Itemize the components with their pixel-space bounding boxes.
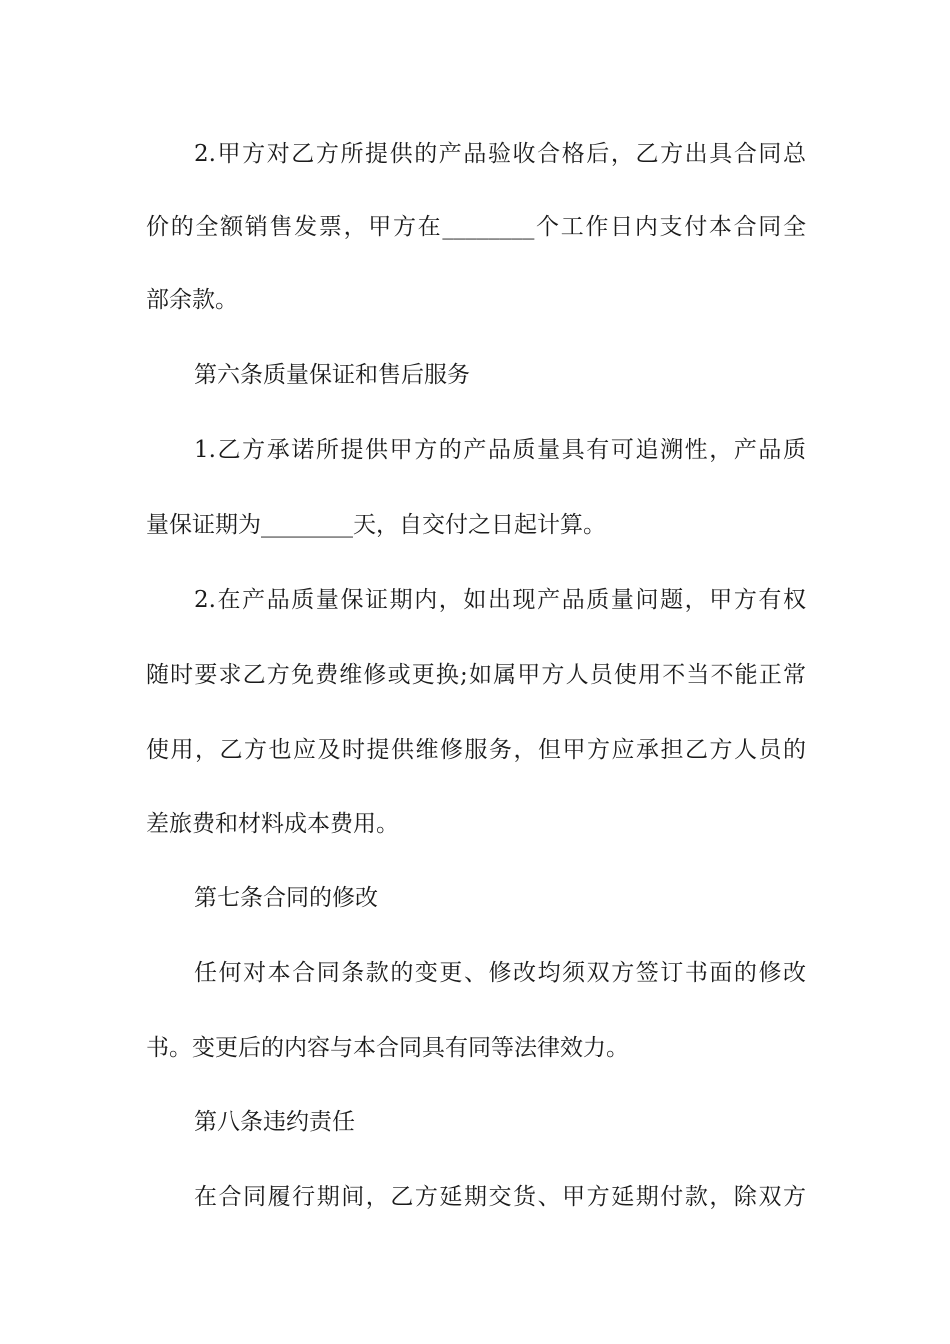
paragraph-line: 价的全额销售发票，甲方在________个工作日内支付本合同全 [146,214,806,240]
paragraph-line: 任何对本合同条款的变更、修改均须双方签订书面的修改 [194,960,806,986]
paragraph-line: 使用，乙方也应及时提供维修服务，但甲方应承担乙方人员的 [146,737,806,763]
paragraph-line: 1.乙方承诺所提供甲方的产品质量具有可追溯性，产品质 [194,437,806,463]
paragraph-line: 量保证期为________天，自交付之日起计算。 [146,512,606,538]
paragraph-line: 2.在产品质量保证期内，如出现产品质量问题，甲方有权 [194,587,806,613]
paragraph-line: 书。变更后的内容与本合同具有同等法律效力。 [146,1035,629,1061]
paragraph-line: 差旅费和材料成本费用。 [146,811,399,837]
paragraph-line: 在合同履行期间，乙方延期交货、甲方延期付款，除双方 [194,1184,806,1210]
section-heading: 第六条质量保证和售后服务 [194,362,470,388]
paragraph-line: 2.甲方对乙方所提供的产品验收合格后，乙方出具合同总 [194,141,806,167]
paragraph-line: 部余款。 [146,287,238,313]
paragraph-line: 随时要求乙方免费维修或更换;如属甲方人员使用不当不能正常 [146,662,806,688]
section-heading: 第七条合同的修改 [194,885,378,911]
section-heading: 第八条违约责任 [194,1109,355,1135]
